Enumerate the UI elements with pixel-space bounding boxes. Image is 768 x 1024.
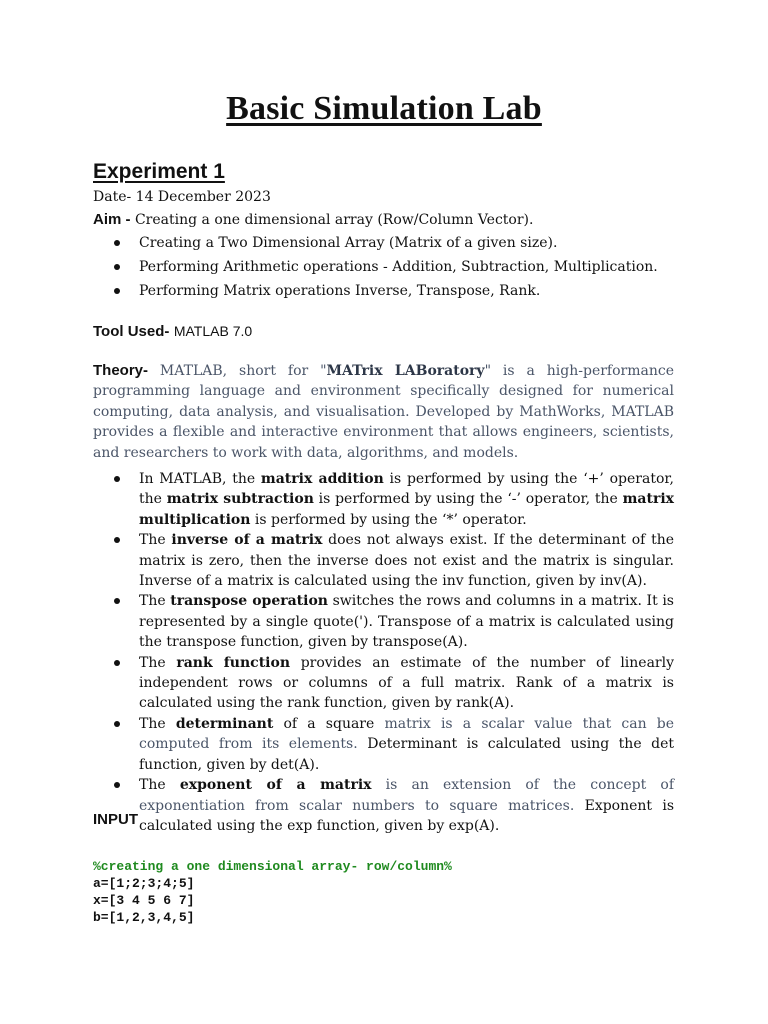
bullet-icon [114, 660, 120, 666]
bullet-icon [114, 537, 120, 543]
theory-intro-before: MATLAB, short for " [148, 363, 327, 379]
bullet-muted: matrix is a scalar value that can be computed from its elements. [139, 715, 675, 753]
theory-intro-after: " is a high-performance programming language and environment specifically designed for numerical computing, data analysis, and visualisation. Developed by MathWorks, MATLAB provides a flexible and interactive environment that allows engineers, scientists, and researchers to work with data, algorithms, and models. [93, 363, 674, 461]
theory-list [93, 469, 674, 836]
bullet-text: is performed by using the ‘+’ operator, the [139, 471, 674, 508]
theory-label: Theory- [93, 362, 149, 379]
bullet-text: The [139, 777, 180, 794]
list-item [93, 653, 674, 714]
bullet-strong: rank function [176, 654, 290, 671]
bullet-text: of a square [273, 715, 385, 732]
bullet-strong: determinant [175, 715, 274, 732]
list-item [93, 714, 674, 775]
aim-item-2: Performing Arithmetic operations - Addition, Subtraction, Multiplication. [139, 259, 658, 275]
list-item [93, 530, 674, 591]
input-heading: INPUT [93, 811, 138, 828]
tool-value: MATLAB 7.0 [173, 323, 253, 339]
aim-item-1: Creating a Two Dimensional Array (Matrix of a given size). [139, 235, 558, 251]
list-item [93, 591, 674, 652]
bullet-icon [114, 598, 120, 604]
bullet-icon [114, 721, 120, 727]
aim-item-3: Performing Matrix operations Inverse, Transpose, Rank. [139, 283, 541, 299]
bullet-strong: matrix subtraction [166, 491, 314, 508]
aim-text: Creating a one dimensional array (Row/Column Vector). [134, 212, 534, 228]
bullet-icon [114, 264, 120, 270]
experiment-heading: Experiment 1 [93, 160, 225, 183]
bullet-text: provides an estimate of the number of linearly independent rows or columns of a full matrix. Rank of a matrix is calculated using the rank function, given by rank(A). [139, 654, 675, 712]
bullet-strong: exponent of a matrix [179, 777, 372, 794]
bullet-icon [114, 288, 120, 294]
bullet-text: is performed by using the ‘*’ operator. [250, 511, 527, 528]
bullet-text: In MATLAB, the [139, 471, 261, 487]
bullet-strong: inverse of a matrix [171, 532, 323, 549]
bullet-icon [114, 782, 120, 788]
list-item [93, 233, 674, 253]
theory-paragraph [93, 361, 674, 463]
aim-line [93, 210, 533, 230]
bullet-text: The [139, 715, 176, 732]
bullet-text: Determinant is calculated using the det function, given by det(A). [139, 736, 675, 773]
list-item [93, 469, 674, 530]
bullet-text: does not always exist. If the determinant of the matrix is zero, then the inverse does not exist and the matrix is singular. Inverse of a matrix is calculated using the inv function, given by inv(A). [139, 532, 674, 590]
bullet-text: Exponent is calculated using the exp function, given by exp(A). [139, 797, 675, 834]
bullet-text: The [139, 654, 177, 671]
bullet-strong: transpose operation [170, 593, 328, 610]
bullet-text: is performed by using the ‘-’ operator, the [313, 491, 623, 508]
page-title: Basic Simulation Lab [226, 90, 542, 127]
code-line-3: b=[1,2,3,4,5] [93, 910, 195, 925]
bullet-strong: matrix addition [260, 471, 384, 487]
bullet-text: The [139, 593, 171, 610]
bullet-icon [114, 476, 120, 482]
bullet-text: switches the rows and columns in a matrix. It is represented by a single quote('). Transpose of a matrix is calculated using the transpose function, given by transpose(A). [139, 593, 674, 651]
list-item [93, 281, 674, 301]
list-item [93, 257, 674, 277]
bullet-muted: is an extension of the concept of exponentiation from scalar numbers to square matrices. [139, 777, 675, 814]
bullet-icon [114, 240, 120, 246]
aim-label: Aim - [93, 211, 131, 228]
bullet-strong: matrix multiplication [139, 491, 674, 528]
tool-label: Tool Used- [93, 323, 170, 340]
tool-line [93, 321, 252, 342]
code-comment: %creating a one dimensional array- row/column% [93, 859, 452, 874]
code-line-2: x=[3 4 5 6 7] [93, 893, 195, 908]
date-line: Date- 14 December 2023 [93, 189, 271, 205]
aim-list [93, 233, 674, 305]
list-item [93, 775, 674, 836]
theory-intro-bold: MATrix LABoratory [326, 363, 485, 379]
code-line-1: a=[1;2;3;4;5] [93, 876, 195, 891]
bullet-text: The [139, 532, 172, 549]
